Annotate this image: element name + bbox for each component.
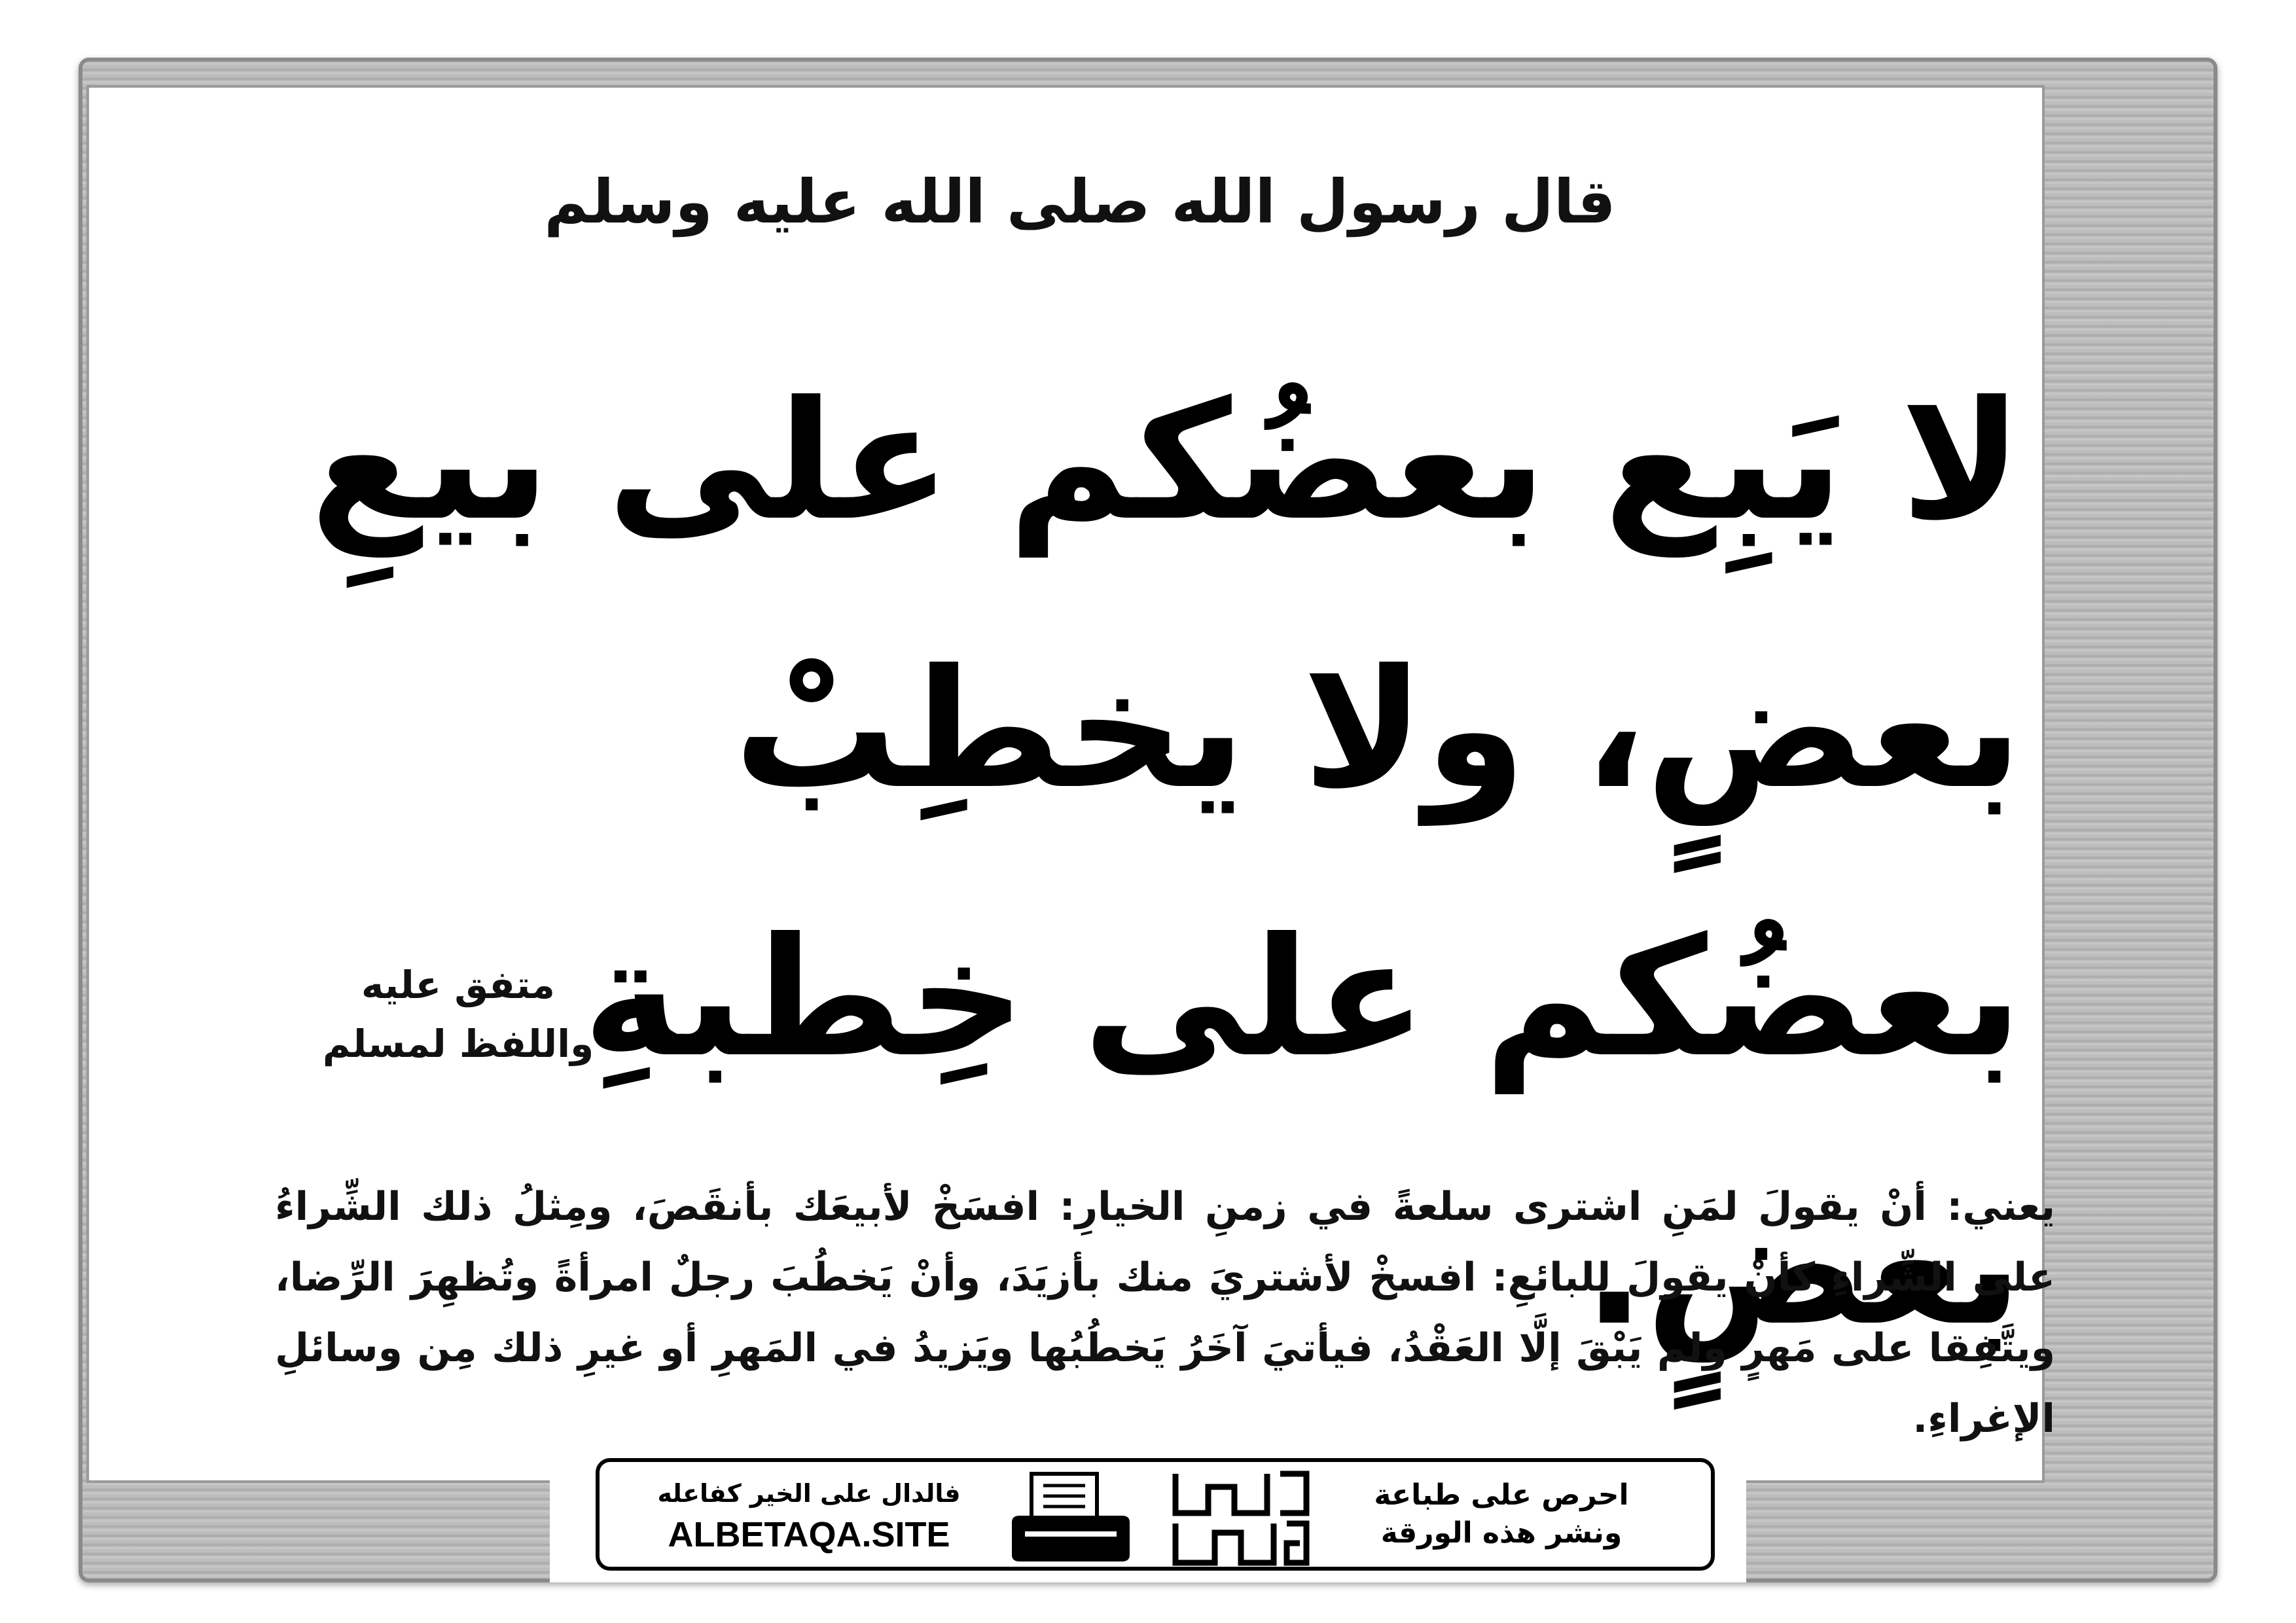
source-line-1: متفق عليه [361,963,555,1007]
footer-box [596,1458,1715,1571]
source-line-2: واللفظ لمسلم [322,1022,594,1066]
footer-motto: فالدال على الخير كفاعله [657,1479,961,1508]
footer-left [626,1479,992,1555]
footer-share-note: ونشر هذه الورقة [1380,1516,1623,1550]
hadith-source [275,955,641,1073]
site-link[interactable]: ALBETAQA.SITE [668,1515,950,1554]
footer-print-note: احرص على طباعة [1374,1478,1629,1512]
explanation-text: يعني: أنْ يقولَ لمَنِ اشترى سلعةً في زمنِ الخيارِ: افسَخْ لأبيعَك بأنقَصَ، ومِثلُ ذلك الشِّراءُ على الشِّراءِ كأنْ يقولَ للبائعِ: افسخْ لأشتريَ منك بأزيَدَ، وأنْ يَخطُبَ رجلٌ امرأةً وتُظهِرَ الرِّضا، ويتَّفِقا على مَهرٍ ولم يَبْقَ إلَّا العَقْدُ، فيأتيَ آخَرُ يَخطُبُها ويَزيدُ في المَهرِ أو غيرِ ذلك مِن وسائلِ الإغراءِ. [275,1184,2055,1442]
footer-right [1318,1476,1685,1552]
hadith-text: لا يَبِع بعضُكم على بيعِ بعضٍ، ولا يخطِبْ بعضُكم على خِطبةِ بعضٍ. [310,366,2022,1361]
intro-heading: قال رسول الله صلى الله عليه وسلم [544,167,1616,237]
dawa-paper-logo-icon [1169,1467,1313,1569]
printer-icon [1005,1469,1136,1567]
